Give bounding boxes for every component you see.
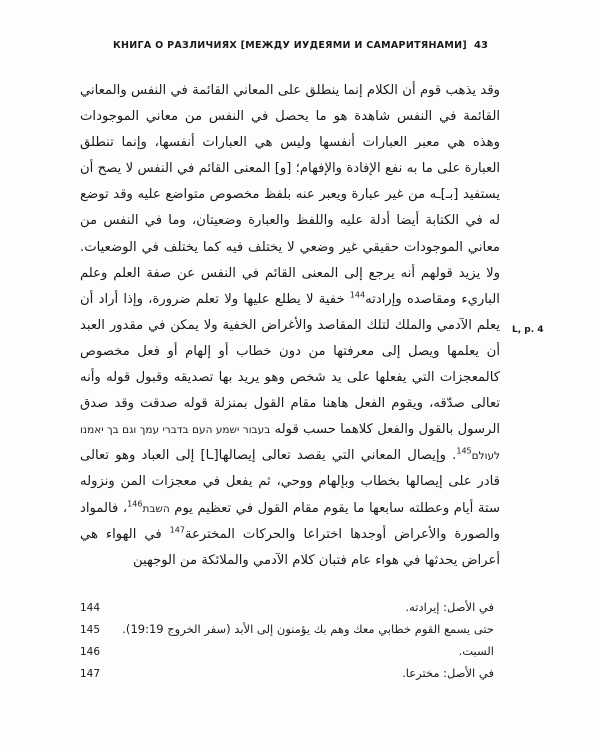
hebrew-quote: בעבור ישמע העם בדברי עמך וגם בך יאמנו לעולם xyxy=(80,424,500,463)
footnote-ref-146: 146 xyxy=(127,499,143,509)
footnote xyxy=(80,666,500,680)
text-segment: . وإيصال المعاني التي يقصد تعالى إيصالها[ـا] إلى العباد وهو تعالى قادر على إيصالها بخطاب وبإلهام ووحي، ثم يفعل في معجزات المن ونزوله ستة أيام وعطلته سابعها ما يقوم مقام القول في تعظيم يوم xyxy=(80,448,500,516)
page-number: 43 xyxy=(474,40,488,51)
footnote-ref-144: 144 xyxy=(349,290,366,300)
footnotes xyxy=(80,600,500,688)
footnote-text: في الأصل: مخترعا. xyxy=(402,666,494,680)
text-segment: في الهواء هي أعراض يحدثها في هواء عام فتبان كلام الآدمي والملائكة من الوجهين xyxy=(80,526,500,568)
footnote xyxy=(80,600,500,614)
footnote-text: حتى يسمع القوم خطابي معك وهم بك يؤمنون إلى الأبد (سفر الخروج 19:19). xyxy=(122,622,494,636)
text-segment: خفية لا يطلع عليها ولا تعلم ضرورة، وإذا أراد أن يعلم الآدمي والملك لتلك المقاصد والأغراض الخفية ولا يمكن في مقدور العبد أن يعلمها ويصل إلى معرفتها من دون خطاب أو إلهام أو فعل مخصوص كالمعجزات التي يفعلها على يد شخص وهو يريد بها تصديقه وقبول قوله وأنه تعالى صدّقه، ويقوم الفعل هاهنا مقام القول بمنزلة قوله صدقت وقد صدق الرسول بالقول والفعل كلاهما حسب قوله xyxy=(80,291,500,438)
text-segment: وقد يذهب قوم أن الكلام إنما ينطلق على المعاني القائمة في النفس والمعاني القائمة في النفس شاهدة هو ما يحصل في النفس من معاني الموجودات وهذه هي معبر العبارات أنفسها وليس هي العبارات أنفسها، وإنما تنطلق العبارة على ما به نفع الإفادة والإفهام؛ [و] المعنى القائم في النفس لا يصح أن يستفيد [بـ]ـه من غير عبارة ويعبر عنه بلفظ مخصوص متواضع عليه وقد توضع له في الكتابة أيضا أدلة عليه واللفظ والعبارة وضعيتان، وما في النفس من معاني الموجودات حقيقي غير وضعي لا يختلف فيه كما يختلف في الوضعيات. ولا يزيد قولهم أنه يرجع إلى المعنى القائم في النفس عن صفة العلم وعلم الباريء ومقاصده وإرادته xyxy=(80,83,500,307)
body-text xyxy=(80,78,500,574)
footnote xyxy=(80,622,500,636)
footnote-number: 147 xyxy=(80,668,101,680)
footnote-number: 145 xyxy=(80,624,101,636)
footnote-number: 146 xyxy=(80,646,101,658)
main-paragraph xyxy=(80,78,500,574)
footnote-text: في الأصل: إيرادته. xyxy=(405,600,494,614)
footnote-ref-145: 145 xyxy=(456,446,472,456)
text-segment: ، فالمواد والصورة والأعراض أوجدها اختراعا والحركات المخترعة xyxy=(80,500,500,542)
footnote-number: 144 xyxy=(80,602,101,614)
footnote xyxy=(80,644,500,658)
hebrew-word: השבת xyxy=(142,502,170,515)
margin-note: L, p. 4 xyxy=(512,325,544,335)
running-head: КНИГА О РАЗЛИЧИЯХ [МЕЖДУ ИУДЕЯМИ И САМАРИТЯНАМИ] xyxy=(112,40,468,51)
footnote-text: السبت. xyxy=(458,644,494,658)
footnote-ref-147: 147 xyxy=(169,525,185,535)
